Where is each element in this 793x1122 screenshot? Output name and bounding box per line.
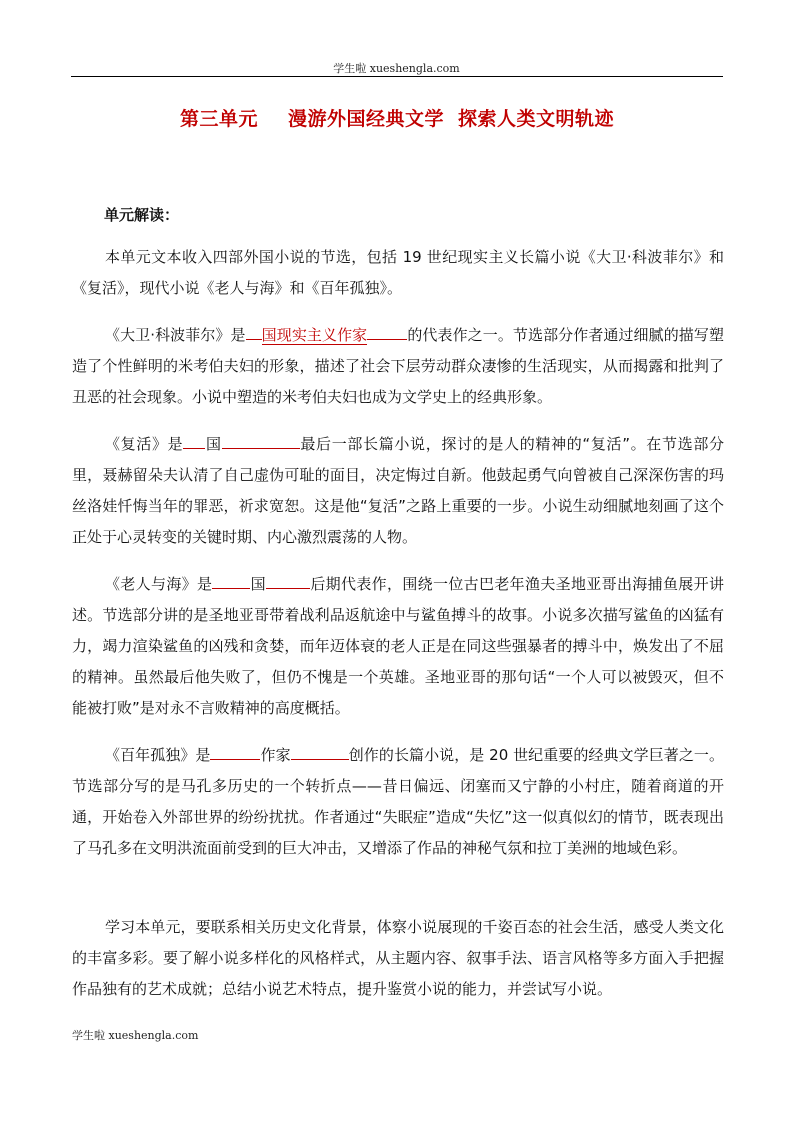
fill-answer: 国现实主义作家	[261, 326, 368, 344]
paragraph-study-guide	[72, 912, 724, 1005]
title-part1: 漫游外国经典文学	[287, 108, 444, 130]
paragraph-intro	[72, 242, 724, 304]
fill-blank	[266, 570, 310, 589]
p3-after: 最后一部长篇小说，探讨的是人的精神的“复活”。在节选部分里，聂赫留朵夫认清了自己虚伪可耻的面目，决定悔过自新。他鼓起勇气向曾被自己深深伤害的玛丝洛娃忏悔当年的罪恶，祈求宽恕。这是他“复活”之路上重要的一步。小说生动细腻地刻画了这个正处于心灵转变的关键时期、内心激烈震荡的人物。	[72, 435, 724, 546]
p5-after: 创作的长篇小说，是 20 世纪重要的经典文学巨著之一。节选部分写的是马孔多历史的一个转折点——昔日偏远、闭塞而又宁静的小村庄，随着商道的开通，开始卷入外部世界的纷纷扰扰。作者通过“失眠症”造成“失忆”这一似真似幻的情节，既表现出了马孔多在文明洪流面前受到的巨大冲击，又增添了作品的神秘气氛和拉丁美洲的地域色彩。	[72, 746, 724, 857]
fill-blank	[291, 741, 349, 760]
p5-mid: 作家	[260, 746, 291, 764]
p3-before: 《复活》是	[105, 435, 184, 453]
page-title	[71, 104, 723, 131]
paragraph-hundred-years-solitude	[72, 740, 724, 864]
p4-before: 《老人与海》是	[105, 575, 213, 593]
fill-blank	[210, 741, 260, 760]
p2-before: 《大卫·科波菲尔》是	[105, 326, 246, 344]
p2-after: 的代表作之一。节选部分作者通过细腻的描写塑造了个性鲜明的米考伯夫妇的形象，描述了社会下层劳动群众凄惨的生活现实，从而揭露和批判了丑恶的社会现象。小说中塑造的米考伯夫妇也成为文学史上的经典形象。	[72, 326, 724, 406]
p3-mid: 国	[205, 435, 222, 453]
paragraph-resurrection	[72, 429, 724, 553]
fill-blank	[222, 430, 300, 449]
p4-after: 后期代表作，围绕一位古巴老年渔夫圣地亚哥出海捕鱼展开讲述。节选部分讲的是圣地亚哥带着战利品返航途中与鲨鱼搏斗的故事。小说多次描写鲨鱼的凶猛有力，竭力渲染鲨鱼的凶残和贪婪，而年迈体衰的老人正是在同这些强暴者的搏斗中，焕发出了不屈的精神。虽然最后他失败了，但仍不愧是一个英雄。圣地亚哥的那句话“一个人可以被毁灭，但不能被打败”是对永不言败精神的高度概括。	[72, 575, 724, 717]
page-footer-site: 学生啦 xueshengla.com	[72, 1029, 199, 1042]
section-label: 单元解读：	[104, 206, 180, 224]
fill-blank	[367, 321, 407, 340]
header-divider	[71, 76, 723, 77]
paragraph-intro-text: 本单元文本收入四部外国小说的节选，包括 19 世纪现实主义长篇小说《大卫·科波菲尔》和《复活》，现代小说《老人与海》和《百年孤独》。	[72, 248, 724, 297]
fill-blank	[212, 570, 250, 589]
p4-mid: 国	[250, 575, 266, 593]
fill-blank	[183, 430, 205, 449]
fill-blank	[246, 321, 262, 340]
paragraph-study-guide-text: 学习本单元，要联系相关历史文化背景，体察小说展现的千姿百态的社会生活，感受人类文化的丰富多彩。要了解小说多样化的风格样式，从主题内容、叙事手法、语言风格等多方面入手把握作品独有的艺术成就；总结小说艺术特点，提升鉴赏小说的能力，并尝试写小说。	[72, 918, 724, 998]
title-part2: 探索人类文明轨迹	[458, 108, 615, 130]
p5-before: 《百年孤独》是	[105, 746, 211, 764]
paragraph-david-copperfield	[72, 320, 724, 413]
title-unit: 第三单元	[179, 108, 258, 130]
page-header-site: 学生啦 xueshengla.com	[333, 62, 460, 75]
paragraph-old-man-and-sea	[72, 569, 724, 724]
